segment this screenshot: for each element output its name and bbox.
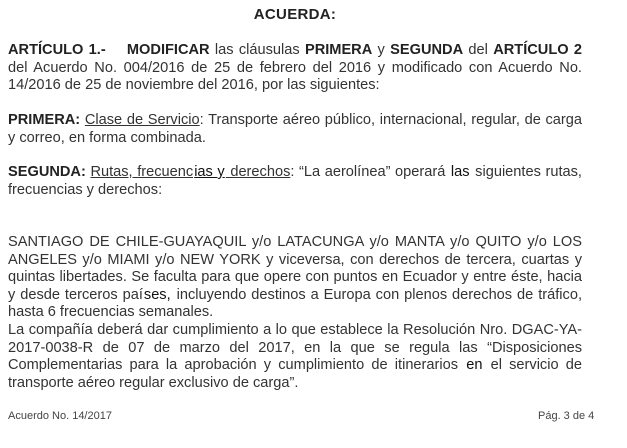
segunda-text-a: : “La aerolínea” operará — [290, 164, 450, 180]
articulo-primera: PRIMERA — [304, 42, 373, 58]
document-heading: ACUERDA: — [253, 6, 337, 23]
primera-title: Clase de Servicio — [84, 112, 200, 128]
primera-text: : Transporte aéreo público, internacional, regular, de carga y correo, en forma combinada. — [8, 112, 582, 146]
articulo-art2: ARTÍCULO 2 — [493, 42, 583, 58]
primera-paragraph — [8, 112, 582, 147]
routes-text-overlay: ses, — [143, 286, 171, 303]
segunda-text-b: siguientes rutas, frecuencias y derechos: — [8, 164, 582, 198]
routes-text-a: SANTIAGO DE CHILE-GUAYAQUIL y/o LATACUNGA y/o MANTA y/o QUITO y/o LOS ANGELES y/o MIAMI y/o NEW YORK y viceversa, con derechos de tercera, cuartas y quintas libertades. Se faculta para que opere con puntos en Ecuador y entre éste, hacia y desde terceros paí — [8, 234, 582, 303]
articulo-text-4: del Acuerdo No. 004/2016 de 25 de febrero del 2016 y modificado con Acuerdo No. 14/2016 de 25 de noviembre del 2016, por las siguientes: — [8, 59, 582, 93]
compania-text-overlay: en — [466, 357, 483, 373]
articulo-label: ARTÍCULO 1.- — [8, 42, 106, 58]
compania-text-a: La compañía deberá dar cumplimiento a lo que establece la Resolución Nro. DGAC-YA-2017-0038-R de 07 de marzo del 2017, en la que se regula las “Disposiciones Complementarias para la aprobación y cumplimiento de itinerarios — [8, 322, 582, 373]
segunda-title-overlay: ias y — [194, 164, 225, 180]
articulo-paragraph — [8, 42, 582, 95]
articulo-segunda: SEGUNDA — [390, 42, 464, 58]
articulo-text-2: y — [372, 42, 391, 58]
compania-text-b: el servicio de transporte aéreo regular exclusivo de carga”. — [8, 357, 582, 391]
footer-document-ref: Acuerdo No. 14/2017 — [8, 410, 112, 422]
routes-paragraph — [8, 234, 582, 322]
articulo-text-1: las cláusulas — [209, 42, 305, 58]
articulo-text-3: del — [463, 42, 494, 58]
articulo-verb: MODIFICAR — [126, 42, 210, 58]
routes-text-b: incluyendo destinos a Europa con plenos derechos de tráfico, hasta 6 frecuencias semanales. — [8, 286, 582, 320]
segunda-title-b: derechos — [225, 164, 291, 180]
primera-label: PRIMERA: — [8, 112, 81, 128]
compania-paragraph — [8, 322, 582, 392]
segunda-label: SEGUNDA: — [8, 164, 86, 180]
segunda-text-overlay: las — [450, 164, 470, 180]
segunda-paragraph — [8, 164, 582, 199]
footer-page-number: Pág. 3 de 4 — [538, 410, 595, 422]
segunda-title-a: Rutas, frecuenc — [90, 164, 194, 180]
